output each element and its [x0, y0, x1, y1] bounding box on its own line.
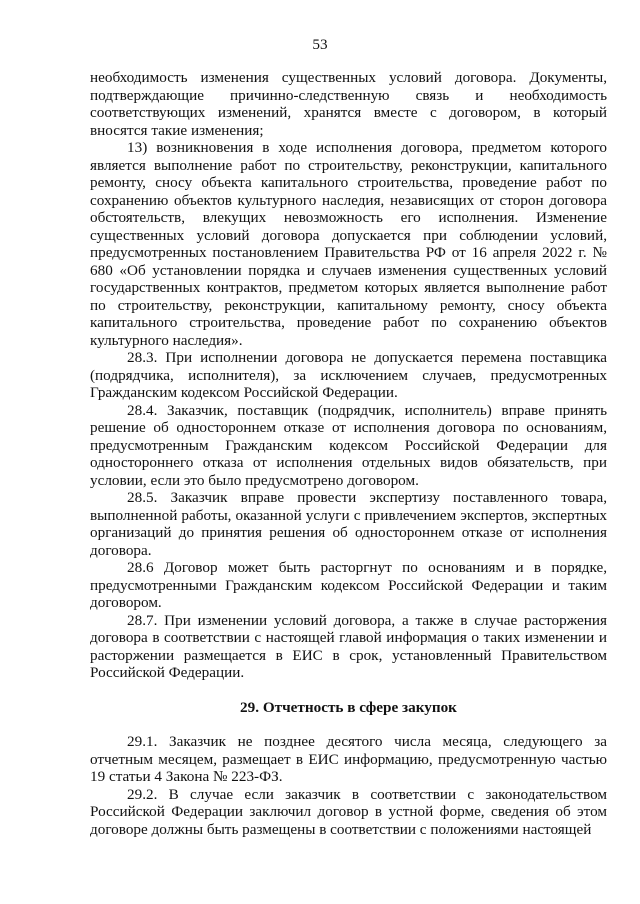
paragraph-28-3: 28.3. При исполнении договора не допускается перемена поставщика (подрядчика, исполнителя), за исключением случаев, предусмотренных Гражданским кодексом Российской Федерации.: [90, 349, 607, 401]
paragraph-item-13: 13) возникновения в ходе исполнения договора, предметом которого является выполнение работ по строительству, реконструкции, капитального ремонту, сносу объекта капитального строительства, проведение работ по сохранению объектов культурного наследия, независящих от сторон договора обстоятельств, влекущих невозможность его исполнения. Изменение существенных условий договора допускается при соблюдении условий, предусмотренных постановлением Правительства РФ от 16 апреля 2022 г. № 680 «Об установлении порядка и случаев изменения существенных условий государственных контрактов, предметом которых является выполнение работ по строительству, реконструкции, капитальному ремонту, сносу объекта капитального строительства, проведение работ по сохранению объектов культурного наследия».: [90, 139, 607, 349]
paragraph-29-2: 29.2. В случае если заказчик в соответствии с законодательством Российской Федерации заключил договор в устной форме, сведения об этом договоре должны быть размещены в соответствии с положениями настоящей: [90, 785, 607, 838]
paragraph-28-5: 28.5. Заказчик вправе провести экспертизу поставленного товара, выполненной работы, оказанной услуги с привлечением экспертов, экспертных организаций до принятия решения об одностороннем отказе от исполнения договора.: [90, 489, 607, 559]
paragraph-28-6: 28.6 Договор может быть расторгнут по основаниям и в порядке, предусмотренными Гражданским кодексом Российской Федерации и таким договором.: [90, 559, 607, 611]
section-heading: 29. Отчетность в сфере закупок: [240, 698, 457, 716]
paragraph-28-7: 28.7. При изменении условий договора, а также в случае расторжения договора в соответствии с настоящей главой информация о таких изменении и расторжении размещается в ЕИС в срок, установленный Правительством Российской Федерации.: [90, 611, 607, 681]
document-body: [90, 69, 607, 838]
paragraph-continuation: необходимость изменения существенных условий договора. Документы, подтверждающие причинно-следственную связь и необходимость соответствующих изменений, хранятся вместе с договором, в который вносятся такие изменения;: [90, 69, 607, 139]
paragraph-28-4: 28.4. Заказчик, поставщик (подрядчик, исполнитель) вправе принять решение об одностороннем отказе от исполнения договора по основаниям, предусмотренным Гражданским кодексом Российской Федерации для одностороннего отказа от исполнения отдельных видов обязательств, при условии, если это было предусмотрено договором.: [90, 401, 607, 489]
paragraph-29-1: 29.1. Заказчик не позднее десятого числа месяца, следующего за отчетным месяцем, размещает в ЕИС информацию, предусмотренную частью 19 статьи 4 Закона № 223-ФЗ.: [90, 733, 607, 785]
page-number: 53: [312, 36, 328, 53]
